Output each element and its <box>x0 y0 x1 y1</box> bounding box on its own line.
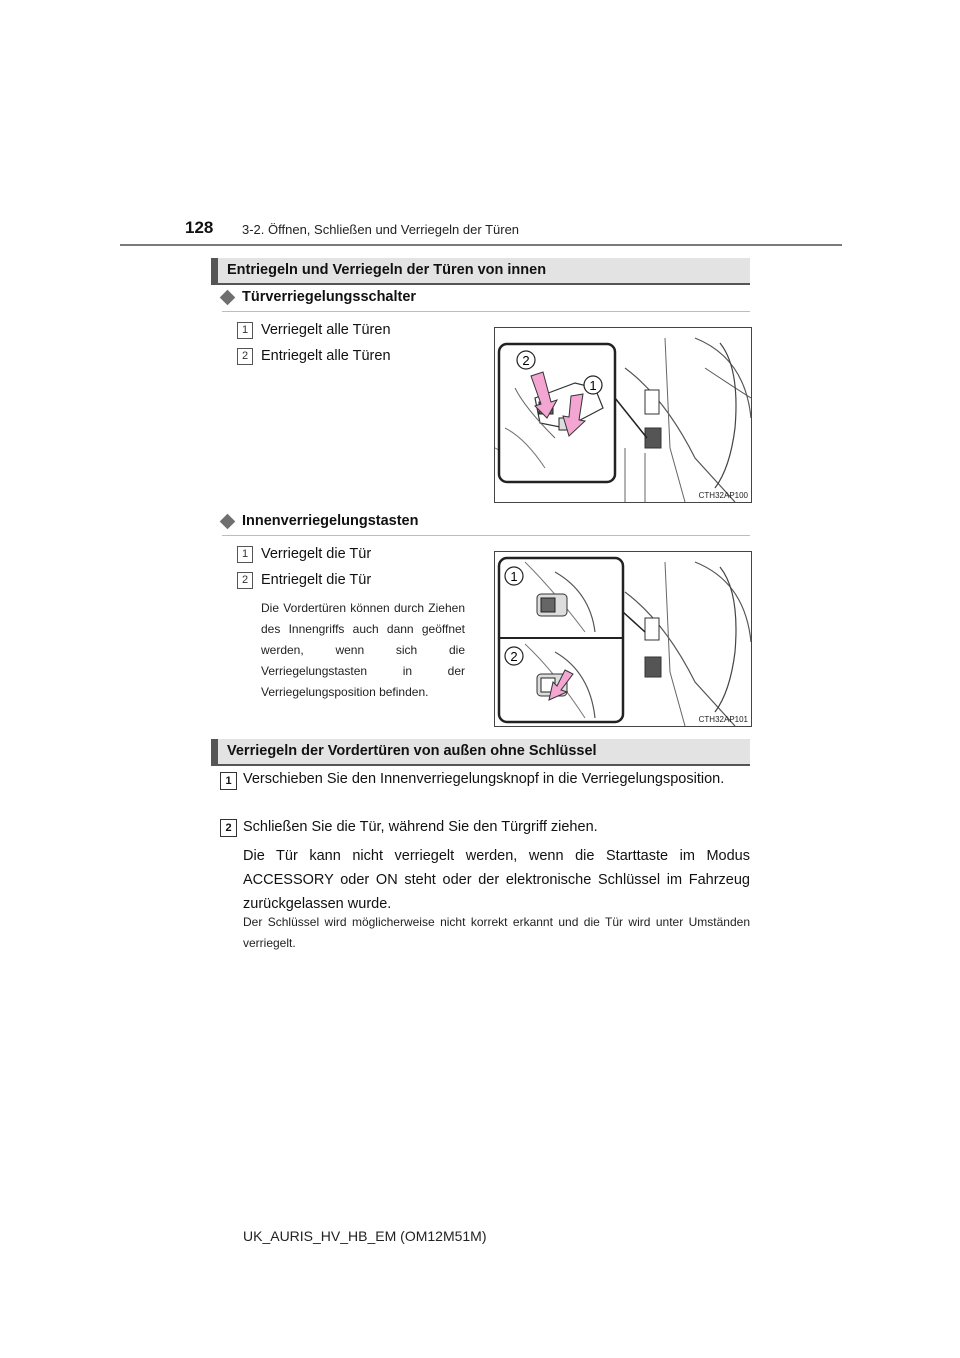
subheading-inside-lock-buttons <box>222 513 750 536</box>
diamond-bullet-icon <box>220 514 236 530</box>
step-number: 1 <box>220 772 237 790</box>
figure-code: CTH32AP100 <box>698 491 748 500</box>
step-text: Verschieben Sie den Innenverriegelungsknopf in die Verriegelungsposition. <box>243 771 725 787</box>
item-text: Entriegelt die Tür <box>261 572 372 588</box>
figure-code: CTH32AP101 <box>698 715 748 724</box>
step-text: Schließen Sie die Tür, während Sie den Türgriff ziehen. <box>243 819 598 835</box>
callout-2: 2 <box>522 353 530 368</box>
callout-1: 1 <box>589 378 597 393</box>
subheading-door-lock-switch <box>222 289 750 312</box>
section-heading-text: Entriegeln und Verriegeln der Türen von innen <box>227 262 547 278</box>
figure-inside-lock-buttons <box>494 551 752 727</box>
document-id: UK_AURIS_HV_HB_EM (OM12M51M) <box>243 1228 487 1244</box>
diamond-bullet-icon <box>220 290 236 306</box>
item-text: Verriegelt alle Türen <box>261 322 391 338</box>
section-heading-outside <box>211 739 750 766</box>
door-lock-switch-illustration <box>495 328 751 502</box>
subheading-text: Innenverriegelungstasten <box>242 513 419 529</box>
chapter-title: 3-2. Öffnen, Schließen und Verriegeln der Türen <box>242 222 520 237</box>
item-number: 1 <box>237 322 253 339</box>
note-text: Die Vordertüren können durch Ziehen des Innengriffs auch dann geöffnet werden, wenn sich die Verriegelungstasten in der Verriegelungsposition befinden. <box>261 601 465 699</box>
note-text: Der Schlüssel wird möglicherweise nicht korrekt erkannt und die Tür wird unter Umständen verriegelt. <box>243 915 750 950</box>
body-text: Die Tür kann nicht verriegelt werden, wenn die Starttaste im Modus ACCESSORY oder ON steht oder der elektronische Schlüssel im Fahrzeug zurückgelassen wurde. <box>243 848 750 912</box>
callout-2: 2 <box>510 649 518 664</box>
subheading-text: Türverriegelungsschalter <box>242 289 417 305</box>
item-text: Verriegelt die Tür <box>261 546 372 562</box>
item-number: 1 <box>237 546 253 563</box>
page-number: 128 <box>185 218 214 237</box>
item-number: 2 <box>237 348 253 365</box>
item-text: Entriegelt alle Türen <box>261 348 391 364</box>
inside-lock-button-illustration <box>495 552 751 726</box>
callout-1: 1 <box>510 569 518 584</box>
section-heading-inside <box>211 258 750 285</box>
section-heading-text: Verriegeln der Vordertüren von außen ohne Schlüssel <box>227 743 597 759</box>
figure-door-lock-switch <box>494 327 752 503</box>
step-number: 2 <box>220 819 237 837</box>
header-rule <box>120 244 842 246</box>
item-number: 2 <box>237 572 253 589</box>
